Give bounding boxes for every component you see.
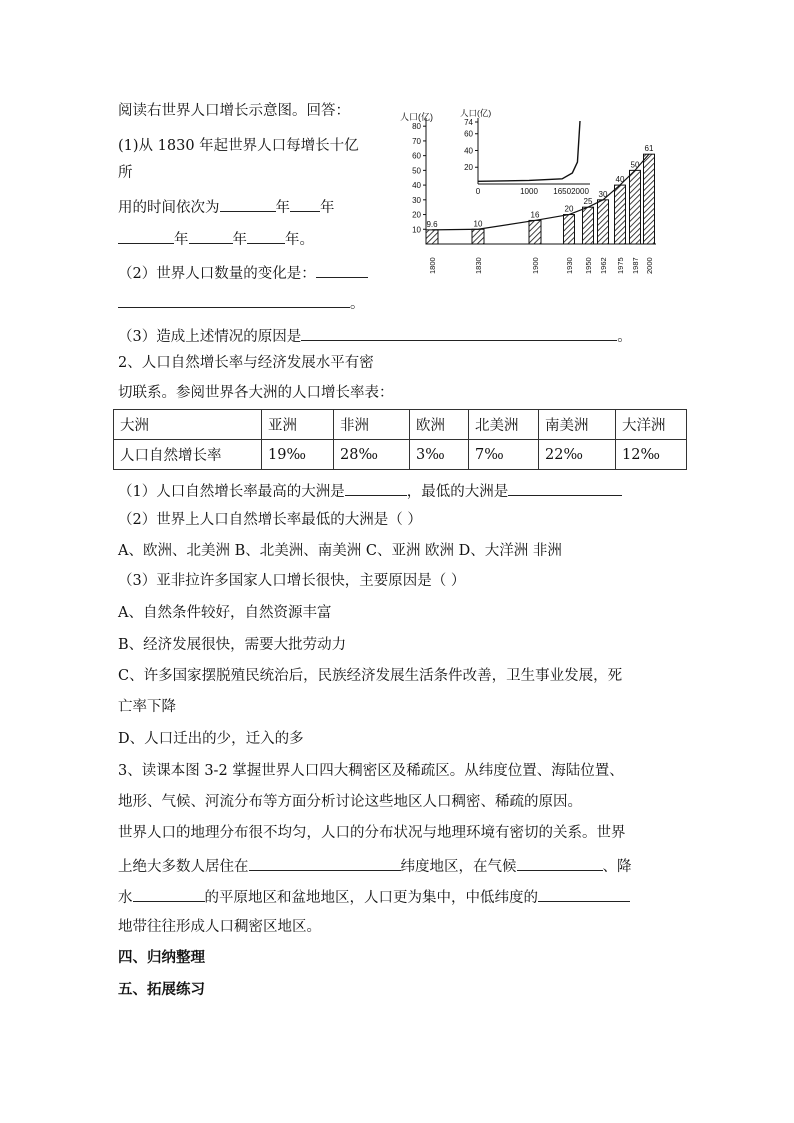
blank-year-1[interactable] (220, 196, 276, 212)
blank-zone[interactable] (538, 886, 630, 902)
q1-part2-text: （2）世界人口数量的变化是： (118, 266, 316, 282)
q3-line1: 3、读课本图 3-2 掌握世界人口四大稠密区及稀疏区。从纬度位置、海陆位置、 (118, 763, 624, 779)
q3-line4-a: 上绝大多数人居住在 (118, 859, 249, 875)
q1-part1-line3 (118, 196, 335, 218)
section-5-heading: 五、拓展练习 (118, 981, 205, 998)
bar (615, 185, 626, 244)
q2-title-line1: 2、人口自然增长率与经济发展水平有密 (118, 355, 374, 371)
table-cell: 19‰ (262, 440, 334, 470)
x-tick-label: 1830 (474, 257, 483, 274)
q3-line4-b: 纬度地区，在气候 (400, 859, 517, 875)
table-header-row (114, 410, 687, 440)
inset-x-tick-label: 0 (475, 187, 481, 196)
table-cell: 非洲 (334, 410, 410, 440)
blank-climate[interactable] (517, 855, 603, 871)
bar (529, 220, 541, 244)
year-label: 年 (275, 200, 290, 216)
year-label: 年 (174, 232, 189, 248)
inset-x-tick-label: 1650 (553, 187, 572, 196)
x-tick-label: 1950 (584, 257, 593, 274)
blank-reason[interactable] (301, 325, 617, 341)
q1-part1-line2: 所 (118, 165, 133, 181)
bar-value-label: 16 (530, 210, 540, 220)
table-cell: 22‰ (539, 440, 616, 470)
blank-change-2[interactable] (118, 292, 350, 308)
q2-title-line2: 切联系。参阅世界各大洲的人口增长率表： (118, 385, 394, 401)
year-label-end: 年。 (285, 232, 314, 248)
inset-y-tick-label: 40 (464, 146, 473, 156)
table-row (114, 440, 687, 470)
x-tick-label: 1975 (616, 257, 625, 274)
table-cell: 欧洲 (410, 410, 469, 440)
q1-part3-text: （3）造成上述情况的原因是 (118, 329, 302, 345)
blank-latitude[interactable] (249, 855, 401, 871)
q2-sub1 (118, 480, 622, 502)
bar (630, 170, 641, 244)
main-y-label: 人口(亿) (400, 112, 433, 122)
y-tick-label: 20 (412, 210, 421, 220)
inset-y-tick-label: 60 (464, 129, 473, 139)
inset-x-tick-label: 2000 (571, 187, 589, 196)
q3-line4 (118, 855, 632, 877)
table-cell: 7‰ (469, 440, 539, 470)
inset-y-label: 人口(亿) (460, 108, 492, 118)
bar-value-label: 50 (630, 160, 640, 170)
q1-part1-line1: (1)从 1830 年起世界人口每增长十亿 (118, 138, 359, 154)
bar-value-label: 61 (644, 144, 654, 154)
blank-highest[interactable] (345, 480, 407, 496)
q3-line6: 地带往往形成人口稠密区地区。 (118, 919, 321, 935)
q2-sub3: （3）亚非拉许多国家人口增长很快，主要原因是（ ） (118, 573, 466, 589)
y-tick-label: 10 (412, 225, 421, 235)
bar (472, 229, 484, 244)
x-tick-label: 1962 (599, 257, 608, 274)
q1-part2-line1 (118, 262, 368, 284)
bar-value-label: 10 (473, 219, 483, 229)
q3-line5 (118, 886, 630, 908)
q1-part1-line4 (118, 228, 314, 250)
blank-year-5[interactable] (247, 228, 285, 244)
inset-growth-curve (478, 121, 580, 181)
year-label: 年 (232, 232, 247, 248)
table-cell: 南美洲 (539, 410, 616, 440)
y-tick-label: 30 (412, 195, 421, 205)
bar (598, 200, 609, 244)
q3-line5-a: 水 (118, 890, 133, 906)
population-growth-chart (398, 102, 666, 280)
q1-part3 (118, 325, 632, 347)
q2-sub2: （2）世界上人口自然增长率最低的大洲是（ ） (118, 512, 422, 528)
bar (583, 207, 594, 244)
q1-part1-prefix: 用的时间依次为 (118, 200, 220, 216)
growth-rate-table (113, 409, 687, 470)
period: 。 (617, 329, 632, 345)
q2-sub2-options: A、欧洲、北美洲 B、北美洲、南美洲 C、亚洲 欧洲 D、大洋洲 非洲 (118, 543, 562, 559)
blank-year-4[interactable] (189, 228, 233, 244)
year-label: 年 (320, 200, 335, 216)
y-tick-label: 60 (412, 151, 421, 161)
bar (426, 230, 438, 244)
table-cell: 北美洲 (469, 410, 539, 440)
blank-lowest[interactable] (508, 480, 622, 496)
option-a: A、自然条件较好，自然资源丰富 (118, 605, 332, 621)
bar-value-label: 40 (615, 175, 625, 185)
bar (564, 215, 575, 244)
bar-value-label: 20 (564, 204, 574, 214)
q3-line5-b: 的平原地区和盆地地区，人口更为集中，中低纬度的 (204, 890, 538, 906)
period: 。 (350, 296, 365, 312)
bar (644, 154, 655, 244)
bar-value-label: 9.6 (426, 219, 438, 229)
blank-year-3[interactable] (118, 228, 174, 244)
x-tick-label: 1900 (531, 257, 540, 274)
option-d: D、人口迁出的少，迁入的多 (118, 731, 304, 747)
q2-sub1-text-a: （1）人口自然增长率最高的大洲是 (118, 484, 345, 500)
section-4-heading: 四、归纳整理 (118, 949, 205, 966)
x-tick-label: 2000 (645, 257, 654, 274)
q3-line4-c: 、降 (602, 859, 632, 875)
inset-y-tick-label: 20 (464, 163, 473, 173)
table-cell: 3‰ (410, 440, 469, 470)
option-c-line1: C、许多国家摆脱殖民统治后，民族经济发展生活条件改善，卫生事业发展，死 (118, 668, 623, 684)
q2-sub1-text-b: ，最低的大洲是 (406, 484, 509, 500)
blank-precipitation[interactable] (133, 886, 205, 902)
inset-x-tick-label: 1000 (520, 187, 538, 196)
x-tick-label: 1987 (631, 257, 640, 274)
table-cell: 28‰ (334, 440, 410, 470)
x-tick-label: 1930 (565, 257, 574, 274)
table-cell: 大洲 (114, 410, 262, 440)
table-cell: 12‰ (616, 440, 687, 470)
blank-year-2[interactable] (290, 196, 320, 212)
q3-line3: 世界人口的地理分布很不均匀，人口的分布状况与地理环境有密切的关系。世界 (118, 825, 626, 841)
bar-value-label: 25 (583, 197, 593, 207)
y-tick-label: 50 (412, 166, 421, 176)
blank-change-1[interactable] (316, 262, 368, 278)
option-b: B、经济发展很快，需要大批劳动力 (118, 637, 347, 653)
q3-line2: 地形、气候、河流分布等方面分析讨论这些地区人口稠密、稀疏的原因。 (118, 794, 582, 810)
q1-part2-line2 (118, 292, 365, 314)
option-c-line2: 亡率下降 (118, 699, 176, 715)
y-tick-label: 40 (412, 181, 421, 191)
table-cell: 大洋洲 (616, 410, 687, 440)
q1-intro: 阅读右世界人口增长示意图。回答： (118, 103, 350, 119)
table-cell: 亚洲 (262, 410, 334, 440)
y-tick-label: 80 (412, 122, 421, 132)
y-tick-label: 70 (412, 136, 421, 146)
table-cell: 人口自然增长率 (114, 440, 262, 470)
inset-y-tick-label: 74 (464, 118, 473, 127)
x-tick-label: 1800 (428, 257, 437, 274)
bar-value-label: 30 (598, 189, 608, 199)
